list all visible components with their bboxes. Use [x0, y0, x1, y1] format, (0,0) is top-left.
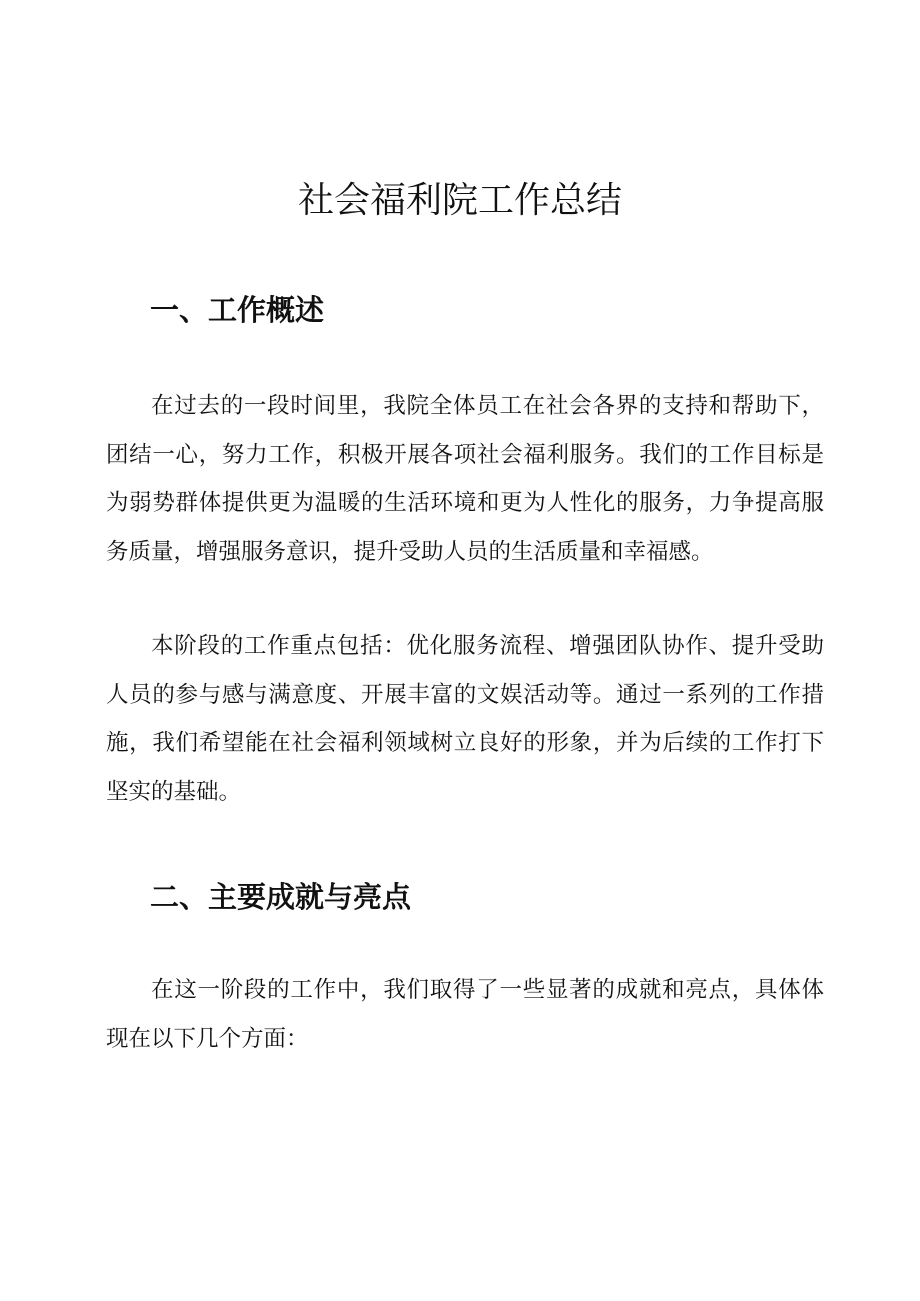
- section-heading-achievements: 二、主要成就与亮点: [150, 880, 412, 914]
- document-title: 社会福利院工作总结: [297, 180, 622, 221]
- overview-paragraph-2: 本阶段的工作重点包括：优化服务流程、增强团队协作、提升受助人员的参与感与满意度、开展丰富的文娱活动等。通过一系列的工作措施，我们希望能在社会福利领域树立良好的形象，并为后续的工作打下坚实的基础。: [106, 633, 824, 805]
- section-heading-overview: 一、工作概述: [150, 293, 325, 327]
- overview-paragraph-1: 在过去的一段时间里，我院全体员工在社会各界的支持和帮助下，团结一心，努力工作，积极开展各项社会福利服务。我们的工作目标是为弱势群体提供更为温暖的生活环境和更为人性化的服务，力争提高服务质量，增强服务意识，提升受助人员的生活质量和幸福感。: [106, 393, 824, 565]
- achievements-paragraph-1: 在这一阶段的工作中，我们取得了一些显著的成就和亮点，具体体现在以下几个方面：: [106, 977, 824, 1052]
